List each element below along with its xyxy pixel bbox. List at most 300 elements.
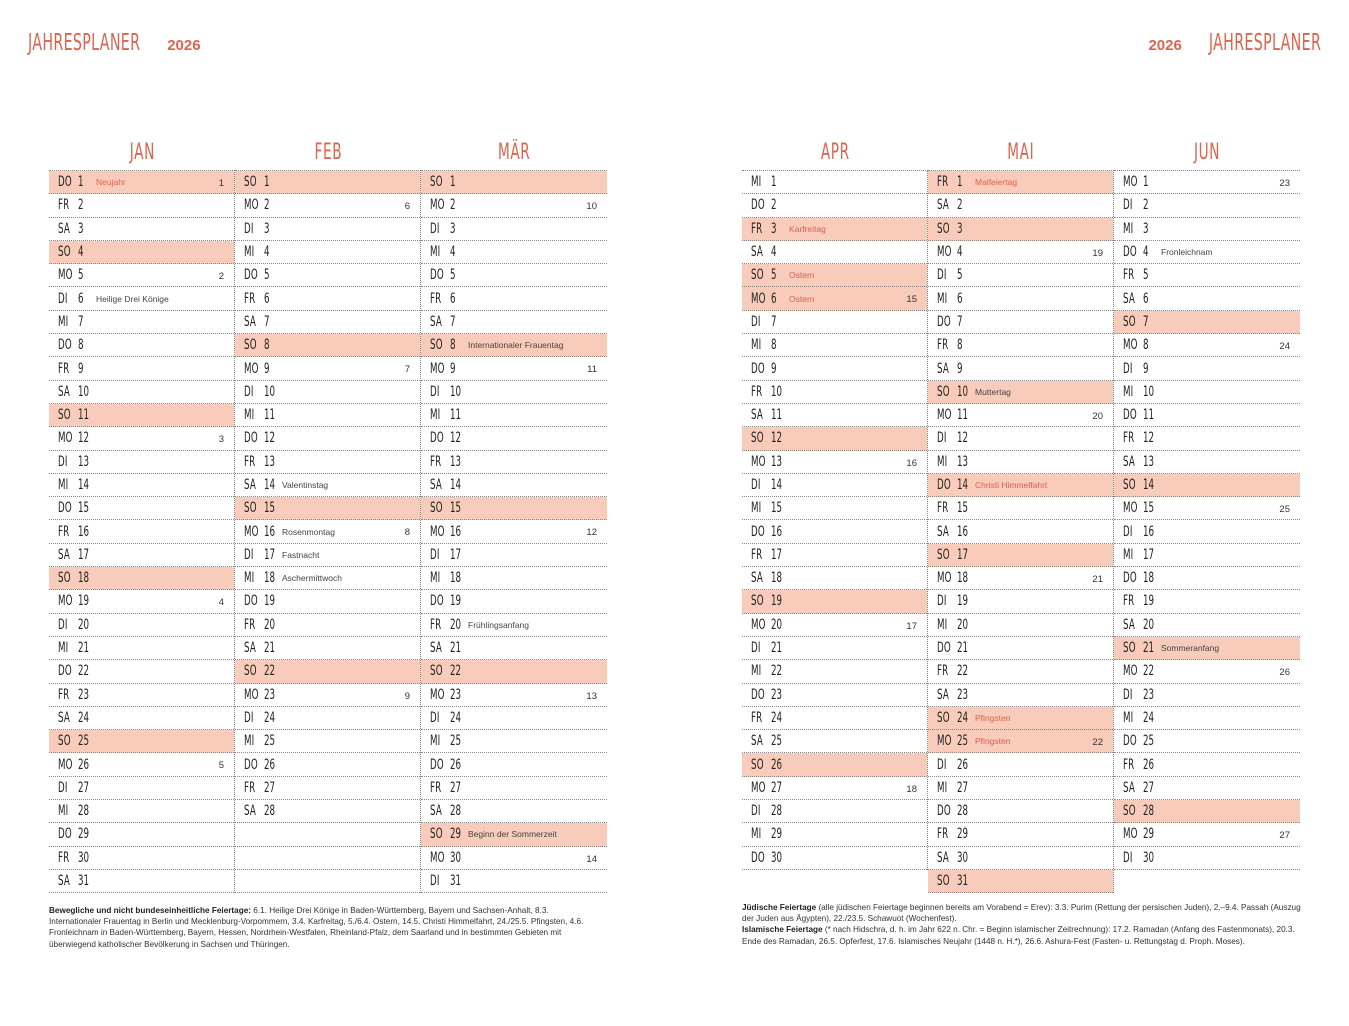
weekday-label: MO [751, 779, 766, 796]
day-number: 15 [957, 500, 969, 517]
weekday-label: DO [1123, 244, 1137, 261]
weekday-label: SA [430, 640, 442, 657]
calendar-right-page [742, 134, 1300, 893]
weekday-label: SO [1123, 640, 1136, 657]
day-number: 21 [771, 640, 783, 657]
footer-right-text-jewish: (alle jüdischen Feiertage beginnen bereits am Vorabend = Erev): 3.3. Purim (Rettung der persischen Juden), 2.–9.4. Passah (Auszug der Juden aus Ägypten), 22./23.5. Schawuot (Wochenfest). [742, 903, 1301, 924]
day-number: 26 [771, 756, 783, 773]
day-row [742, 357, 927, 380]
day-number: 7 [1143, 313, 1149, 330]
day-row [49, 637, 234, 660]
day-row [235, 753, 420, 776]
day-number: 30 [1143, 849, 1155, 866]
day-number: 30 [957, 849, 969, 866]
weekday-label: SA [937, 197, 949, 214]
day-number: 27 [450, 779, 462, 796]
weekday-label: DI [430, 383, 440, 400]
weekday-label: SA [58, 873, 70, 890]
weekday-label: DI [1123, 686, 1133, 703]
day-row [235, 684, 420, 707]
day-number: 19 [1143, 593, 1155, 610]
day-number: 29 [78, 826, 90, 843]
day-row [1114, 520, 1300, 543]
weekday-label: DO [937, 477, 951, 493]
day-number: 23 [264, 686, 276, 703]
month-column [1114, 134, 1300, 893]
month-title [742, 134, 928, 170]
day-row [928, 334, 1113, 357]
day-row [235, 334, 420, 357]
day-row [742, 404, 927, 427]
weekday-label: MO [58, 756, 73, 773]
day-number: 28 [450, 803, 462, 820]
day-row [49, 730, 234, 753]
day-row [421, 474, 607, 497]
day-number: 19 [957, 593, 969, 610]
weekday-label: DI [244, 383, 254, 400]
day-number: 20 [957, 616, 969, 633]
holiday-note: Aschermittwoch [282, 573, 342, 584]
day-number: 25 [450, 733, 462, 750]
day-row [1114, 730, 1300, 753]
weekday-label: FR [430, 453, 442, 470]
day-row [49, 357, 234, 380]
weekday-label: DI [58, 616, 68, 633]
weekday-label: FR [58, 686, 70, 703]
weekday-label: SO [58, 244, 71, 261]
week-number: 15 [906, 294, 917, 306]
day-number: 14 [264, 477, 276, 493]
weekday-label: DI [751, 803, 761, 820]
weekday-label: DO [1123, 570, 1137, 587]
day-number: 25 [1143, 733, 1155, 750]
weekday-label: FR [244, 616, 256, 633]
day-list [235, 170, 421, 893]
day-row [421, 544, 607, 567]
weekday-label: DI [244, 220, 254, 237]
day-row [928, 241, 1113, 264]
holiday-note: Rosenmontag [282, 526, 335, 537]
day-number: 22 [264, 663, 276, 680]
day-row [235, 287, 420, 310]
weekday-label: MO [1123, 826, 1138, 843]
month-name-text: MÄR [497, 139, 531, 165]
holiday-note: Muttertag [975, 386, 1011, 397]
weekday-label: SA [244, 313, 256, 330]
day-row [49, 520, 234, 543]
day-number: 27 [957, 779, 969, 796]
day-number: 26 [1143, 756, 1155, 773]
day-row [742, 427, 927, 450]
week-number: 25 [1279, 504, 1290, 516]
day-row [742, 684, 927, 707]
holiday-note: Karfreitag [789, 223, 826, 234]
day-number: 24 [450, 709, 462, 726]
day-row [1114, 404, 1300, 427]
day-row [928, 497, 1113, 520]
weekday-label: MO [430, 686, 445, 703]
day-row [928, 264, 1113, 287]
week-number: 16 [906, 457, 917, 469]
holiday-note: Frühlingsanfang [468, 619, 529, 630]
week-number: 22 [1092, 737, 1103, 749]
day-number: 3 [1143, 220, 1149, 237]
day-number: 25 [264, 733, 276, 750]
weekday-label: MI [751, 337, 762, 354]
day-row [235, 427, 420, 450]
day-number: 1 [1143, 174, 1149, 191]
day-row [742, 777, 927, 800]
day-row [928, 427, 1113, 450]
day-row [235, 241, 420, 264]
day-row [928, 194, 1113, 217]
day-list [742, 170, 928, 870]
weekday-label: FR [58, 360, 70, 377]
day-number: 28 [264, 803, 276, 820]
day-number: 14 [957, 477, 969, 493]
weekday-label: DI [430, 220, 440, 237]
day-row [1114, 590, 1300, 613]
day-row [49, 287, 234, 310]
day-row [1114, 427, 1300, 450]
day-row [742, 497, 927, 520]
week-number: 24 [1279, 341, 1290, 353]
day-number: 4 [78, 244, 84, 261]
weekday-label: SA [751, 244, 763, 261]
day-row [421, 520, 607, 543]
weekday-label: DI [430, 709, 440, 726]
weekday-label: MI [751, 663, 762, 680]
weekday-label: MO [1123, 174, 1138, 191]
weekday-label: SO [58, 570, 71, 587]
weekday-label: DO [430, 267, 444, 284]
weekday-label: FR [937, 500, 949, 517]
day-number: 13 [78, 453, 90, 470]
day-row [49, 684, 234, 707]
holiday-note: Fastnacht [282, 549, 320, 560]
week-number: 4 [218, 597, 224, 609]
weekday-label: SO [751, 593, 764, 610]
calendar-left-page [49, 134, 607, 893]
day-number: 18 [78, 570, 90, 587]
weekday-label: MO [244, 197, 259, 214]
day-number: 14 [450, 477, 462, 493]
weekday-label: DI [751, 640, 761, 657]
weekday-label: SO [937, 873, 950, 890]
day-number: 20 [78, 616, 90, 633]
weekday-label: SA [937, 523, 949, 540]
month-title [235, 134, 421, 170]
day-number: 6 [957, 290, 963, 307]
day-row [421, 381, 607, 404]
day-number: 5 [957, 267, 963, 284]
weekday-label: FR [937, 826, 949, 843]
week-number: 3 [218, 434, 224, 446]
weekday-label: SA [430, 477, 442, 493]
day-row [1114, 474, 1300, 497]
day-row [742, 590, 927, 613]
weekday-label: SO [58, 733, 71, 750]
weekday-label: DI [937, 267, 947, 284]
day-number: 22 [771, 663, 783, 680]
weekday-label: FR [937, 174, 949, 191]
month-name-text: MAI [1007, 139, 1035, 165]
day-number: 29 [450, 826, 462, 843]
weekday-label: MI [1123, 220, 1134, 237]
day-number: 1 [450, 174, 456, 191]
weekday-label: DI [58, 290, 68, 307]
weekday-label: FR [751, 709, 763, 726]
day-number: 10 [771, 383, 783, 400]
footer-religious-holidays-note [742, 902, 1302, 947]
day-row [421, 264, 607, 287]
holiday-note: Heilige Drei Könige [96, 293, 169, 304]
week-number: 10 [586, 201, 597, 213]
day-row [421, 684, 607, 707]
day-row [742, 194, 927, 217]
weekday-label: DO [1123, 407, 1137, 424]
weekday-label: DO [937, 313, 951, 330]
day-row [1114, 544, 1300, 567]
day-number: 17 [78, 546, 90, 563]
weekday-label: MI [430, 570, 441, 587]
weekday-label: DI [1123, 360, 1133, 377]
weekday-label: SA [751, 733, 763, 750]
weekday-label: SO [937, 383, 950, 400]
weekday-label: FR [58, 523, 70, 540]
day-number: 21 [264, 640, 276, 657]
day-row [1114, 451, 1300, 474]
day-row [49, 800, 234, 823]
day-row [742, 287, 927, 310]
weekday-label: DO [751, 197, 765, 214]
day-row [421, 357, 607, 380]
day-number: 2 [1143, 197, 1149, 214]
day-number: 3 [78, 220, 84, 237]
weekday-label: SA [58, 709, 70, 726]
weekday-label: SO [430, 826, 443, 843]
day-number: 19 [78, 593, 90, 610]
day-row [742, 753, 927, 776]
day-number: 19 [771, 593, 783, 610]
month-title [1114, 134, 1300, 170]
day-row [421, 311, 607, 334]
day-number: 6 [450, 290, 456, 307]
holiday-note: Valentinstag [282, 480, 329, 490]
weekday-label: FR [937, 663, 949, 680]
weekday-label: MO [937, 244, 952, 261]
weekday-label: MO [430, 197, 445, 214]
weekday-label: SA [1123, 616, 1135, 633]
weekday-label: MI [58, 640, 69, 657]
day-row [49, 311, 234, 334]
day-number: 14 [771, 477, 783, 493]
month-column [235, 134, 421, 893]
day-row [1114, 497, 1300, 520]
weekday-label: SO [430, 500, 443, 517]
weekday-label: SA [58, 383, 70, 400]
day-number: 14 [78, 477, 90, 493]
weekday-label: DO [937, 640, 951, 657]
day-number: 8 [771, 337, 777, 354]
day-number: 11 [264, 407, 276, 424]
day-row [235, 730, 420, 753]
day-number: 18 [957, 570, 969, 587]
day-number: 4 [450, 244, 456, 261]
week-number: 14 [586, 853, 597, 865]
day-row [742, 544, 927, 567]
day-row [421, 730, 607, 753]
day-row [421, 753, 607, 776]
day-row [928, 800, 1113, 823]
day-number: 11 [78, 407, 90, 424]
day-row [742, 847, 927, 870]
weekday-label: FR [1123, 593, 1135, 610]
weekday-label: SA [937, 360, 949, 377]
week-number: 8 [404, 527, 410, 539]
day-row [49, 544, 234, 567]
day-number: 26 [78, 756, 90, 773]
day-row [742, 334, 927, 357]
day-number: 17 [1143, 546, 1155, 563]
day-number: 12 [78, 430, 90, 447]
month-column [742, 134, 928, 893]
weekday-label: SO [1123, 803, 1136, 820]
day-number: 12 [1143, 430, 1155, 447]
day-row [742, 637, 927, 660]
day-row [421, 451, 607, 474]
day-row [742, 520, 927, 543]
day-number: 16 [1143, 523, 1155, 540]
holiday-note: Neujahr [96, 177, 126, 188]
weekday-label: SO [58, 407, 71, 424]
day-row [235, 264, 420, 287]
weekday-label: MI [751, 500, 762, 517]
day-row [1114, 334, 1300, 357]
day-number: 9 [264, 360, 270, 377]
day-number: 2 [771, 197, 777, 214]
day-number: 7 [264, 313, 270, 330]
weekday-label: DO [937, 803, 951, 820]
header-title-right: JAHRESPLANER [1208, 30, 1321, 56]
weekday-label: SA [937, 686, 949, 703]
day-row [235, 870, 420, 893]
weekday-label: MO [1123, 500, 1138, 517]
day-number: 7 [450, 313, 456, 330]
day-number: 17 [957, 546, 969, 563]
day-row [235, 357, 420, 380]
day-row [928, 404, 1113, 427]
day-number: 22 [78, 663, 90, 680]
day-row [742, 567, 927, 590]
day-number: 1 [957, 174, 963, 191]
day-number: 28 [771, 803, 783, 820]
day-number: 27 [1143, 779, 1155, 796]
day-number: 2 [450, 197, 456, 214]
weekday-label: DI [430, 873, 440, 890]
day-row [235, 451, 420, 474]
day-number: 18 [1143, 570, 1155, 587]
day-row [235, 218, 420, 241]
day-number: 12 [450, 430, 462, 447]
day-number: 30 [771, 849, 783, 866]
day-row [1114, 800, 1300, 823]
day-row [421, 194, 607, 217]
weekday-label: MO [430, 849, 445, 866]
weekday-label: DO [751, 849, 765, 866]
day-row [421, 334, 607, 357]
day-row [235, 404, 420, 427]
weekday-label: DI [58, 453, 68, 470]
day-row [742, 730, 927, 753]
day-row [49, 497, 234, 520]
day-number: 5 [264, 267, 270, 284]
weekday-label: SO [751, 267, 764, 284]
day-number: 4 [771, 244, 777, 261]
weekday-label: SO [244, 500, 257, 517]
weekday-label: SA [430, 313, 442, 330]
day-number: 20 [450, 616, 462, 633]
weekday-label: DO [58, 337, 72, 354]
day-row [421, 870, 607, 893]
weekday-label: MI [58, 313, 69, 330]
month-column [421, 134, 607, 893]
weekday-label: SA [58, 546, 70, 563]
day-number: 22 [957, 663, 969, 680]
day-row [49, 567, 234, 590]
day-number: 6 [264, 290, 270, 307]
week-number: 6 [404, 201, 410, 213]
weekday-label: MO [751, 453, 766, 470]
weekday-label: FR [1123, 430, 1135, 447]
day-number: 20 [771, 616, 783, 633]
week-number: 1 [218, 178, 224, 189]
weekday-label: MI [430, 407, 441, 424]
day-number: 15 [1143, 500, 1155, 517]
weekday-label: SO [937, 220, 950, 237]
week-number: 18 [906, 783, 917, 795]
day-row [49, 427, 234, 450]
weekday-label: DI [937, 593, 947, 610]
day-row [928, 753, 1113, 776]
day-row [742, 707, 927, 730]
day-row [1114, 567, 1300, 590]
weekday-label: SA [58, 220, 70, 237]
day-number: 29 [771, 826, 783, 843]
day-number: 12 [771, 430, 783, 447]
day-number: 2 [957, 197, 963, 214]
weekday-label: SO [430, 663, 443, 680]
weekday-label: SO [751, 756, 764, 773]
day-row [235, 660, 420, 683]
day-row [421, 777, 607, 800]
weekday-label: MI [244, 407, 255, 424]
day-number: 9 [771, 360, 777, 377]
weekday-label: DO [244, 430, 258, 447]
footer-left-text: 6.1. Heilige Drei Könige in Baden-Württemberg, Bayern und Sachsen-Anhalt, 8.3. Internationaler Frauentag in Berlin und Mecklenburg-Vorpommern, 3.4. Karfreitag, 5./6.4. Ostern, 14.5. Christi Himmelfahrt, 24./25.5. Pfingsten, 4.6. Fronleichnam in Baden-Württemberg, Bayern, Hessen, Nordrhein-Westfalen, Rheinland-Pfalz, dem Saarland und in bestimmten Gebieten mit überwiegend katholischer Bevölkerung in Sachsen und Thüringen. [49, 906, 584, 949]
month-column [928, 134, 1114, 893]
weekday-label: SA [1123, 779, 1135, 796]
weekday-label: DO [430, 756, 444, 773]
day-row [928, 614, 1113, 637]
day-number: 20 [264, 616, 276, 633]
day-row [235, 381, 420, 404]
day-row [1114, 707, 1300, 730]
day-row [1114, 171, 1300, 194]
day-number: 27 [264, 779, 276, 796]
day-number: 10 [264, 383, 276, 400]
day-number: 6 [78, 290, 84, 307]
